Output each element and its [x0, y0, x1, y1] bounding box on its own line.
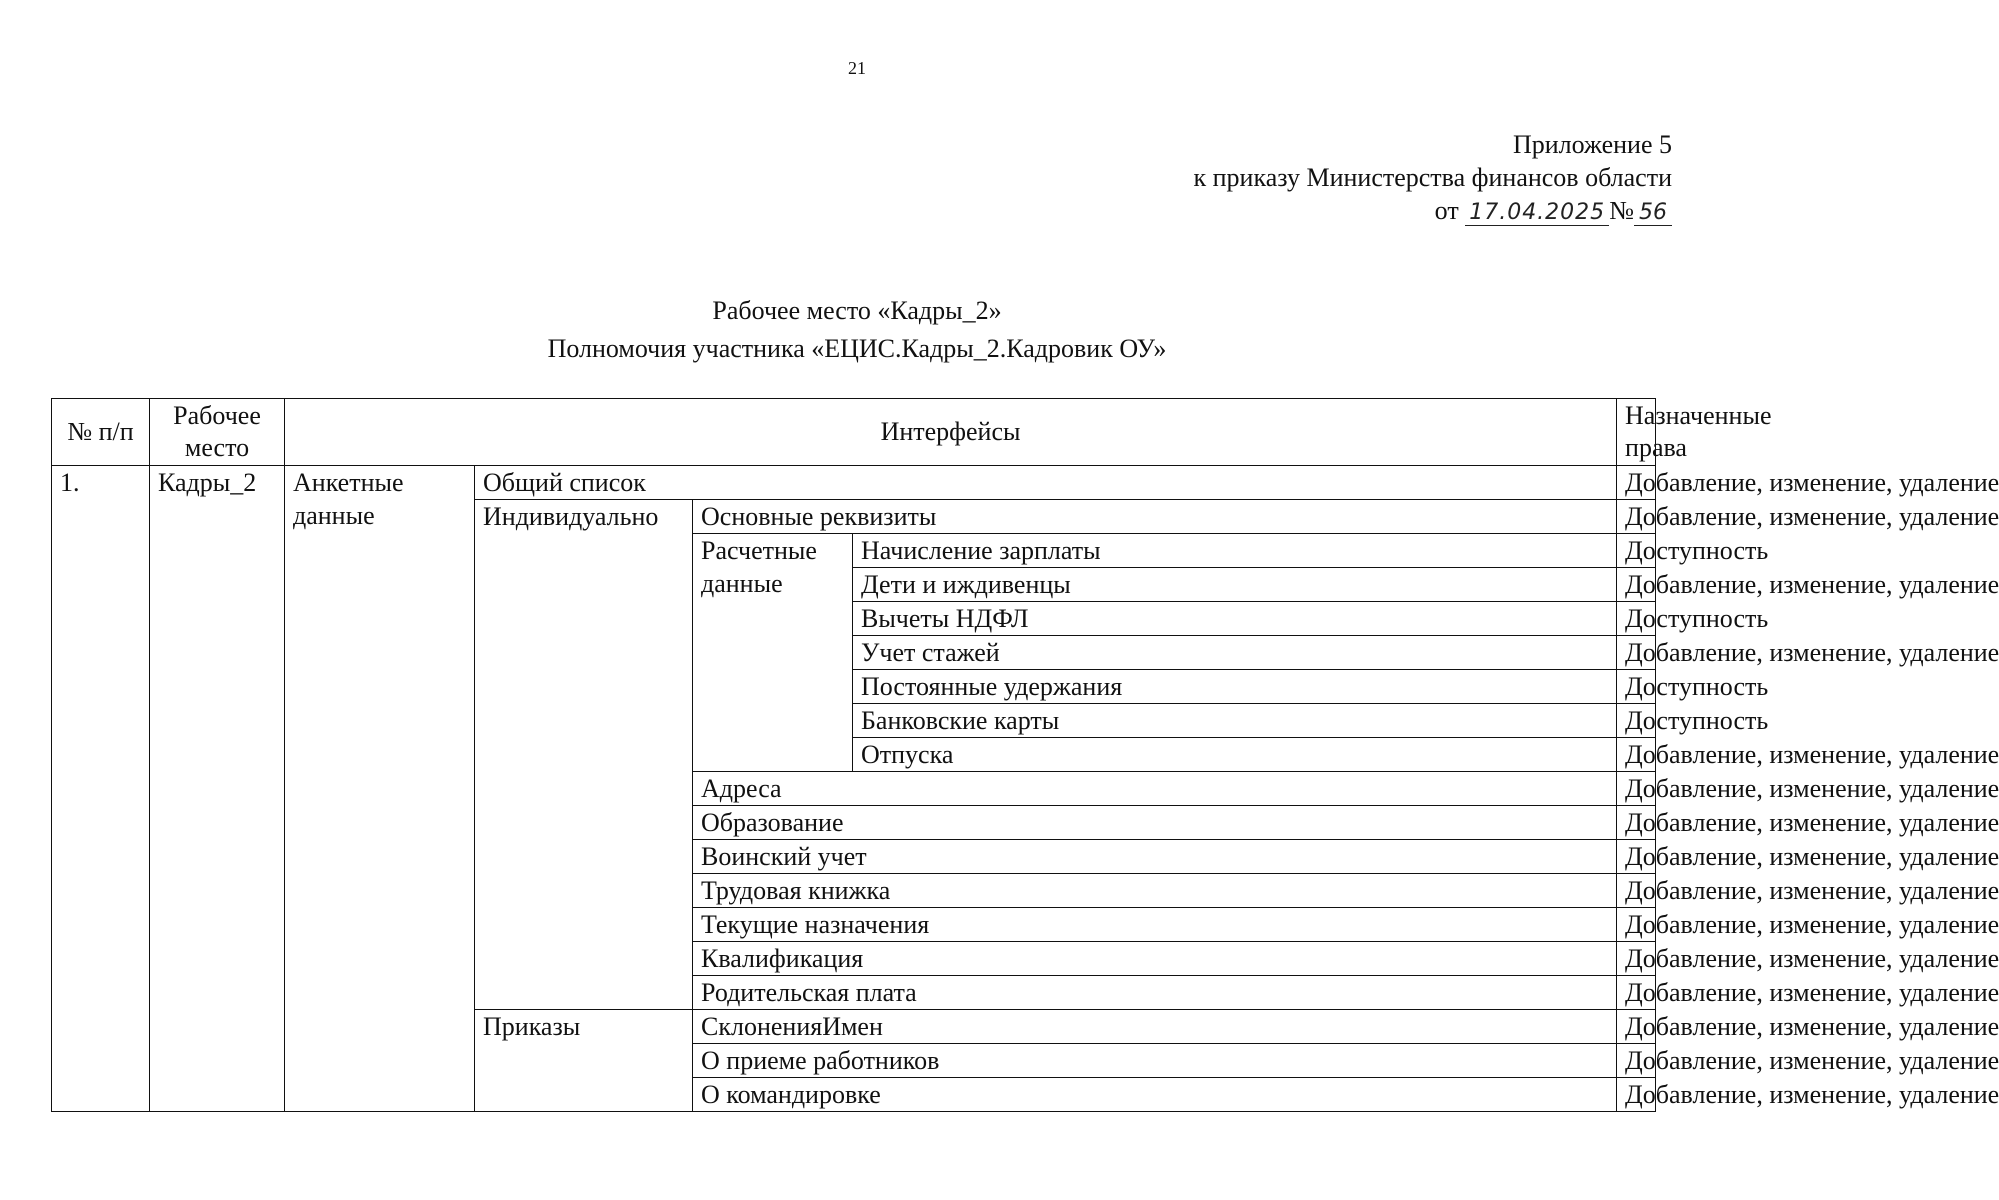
cell-right: Доступность [1617, 670, 1656, 704]
approval-block [1194, 128, 1673, 227]
cell-interface-name: Отпуска [853, 738, 1617, 772]
header-interfaces: Интерфейсы [285, 399, 1617, 466]
cell-right: Добавление, изменение, удаление [1617, 942, 1656, 976]
section-line2: данные [293, 501, 375, 530]
approval-number: 56 [1634, 201, 1672, 226]
cell-right: Добавление, изменение, удаление [1617, 738, 1656, 772]
title-workplace: Рабочее место «Кадры_2» [712, 296, 1002, 325]
cell-right: Доступность [1617, 602, 1656, 636]
document-title [0, 292, 1714, 368]
cell-interface-name: Учет стажей [853, 636, 1617, 670]
cell-right: Добавление, изменение, удаление [1617, 500, 1656, 534]
cell-interface-name: О командировке [693, 1078, 1617, 1112]
cell-right: Добавление, изменение, удаление [1617, 976, 1656, 1010]
approval-number-label: № [1609, 196, 1634, 225]
calc-line1: Расчетные [701, 536, 817, 565]
cell-right: Добавление, изменение, удаление [1617, 1078, 1656, 1112]
cell-section [285, 466, 475, 1112]
cell-right: Добавление, изменение, удаление [1617, 568, 1656, 602]
cell-orders: Приказы [475, 1010, 693, 1112]
cell-right: Добавление, изменение, удаление [1617, 1010, 1656, 1044]
cell-right: Добавление, изменение, удаление [1617, 874, 1656, 908]
header-num: № п/п [52, 399, 150, 466]
table-row [52, 466, 1656, 500]
cell-right: Добавление, изменение, удаление [1617, 772, 1656, 806]
cell-interface-name: Постоянные удержания [853, 670, 1617, 704]
header-workplace [150, 399, 285, 466]
approval-from-label: от [1434, 196, 1459, 225]
cell-right: Добавление, изменение, удаление [1617, 806, 1656, 840]
cell-interface-name: Дети и иждивенцы [853, 568, 1617, 602]
table-header-row [52, 399, 1656, 466]
cell-right: Добавление, изменение, удаление [1617, 908, 1656, 942]
calc-line2: данные [701, 569, 783, 598]
cell-individual: Индивидуально [475, 500, 693, 1010]
section-line1: Анкетные [293, 468, 404, 497]
title-authority: Полномочия участника «ЕЦИС.Кадры_2.Кадровик ОУ» [547, 334, 1167, 363]
approval-appendix: Приложение 5 [1512, 130, 1672, 159]
cell-interface-name: Трудовая книжка [693, 874, 1617, 908]
header-workplace-line1: Рабочее [173, 401, 261, 430]
rights-table [51, 398, 1999, 1112]
cell-interface-name: Банковские карты [853, 704, 1617, 738]
cell-interface-name: Начисление зарплаты [853, 534, 1617, 568]
cell-main-details: Основные реквизиты [693, 500, 1617, 534]
cell-interface-name: Текущие назначения [693, 908, 1617, 942]
cell-num: 1. [52, 466, 150, 1112]
cell-interface-name: СклоненияИмен [693, 1010, 1617, 1044]
cell-interface-name: Квалификация [693, 942, 1617, 976]
cell-calc-data [693, 534, 853, 772]
cell-interface-name: Вычеты НДФЛ [853, 602, 1617, 636]
cell-workplace: Кадры_2 [150, 466, 285, 1112]
cell-right: Добавление, изменение, удаление [1617, 1044, 1656, 1078]
cell-interface-name: О приеме работников [693, 1044, 1617, 1078]
cell-right: Доступность [1617, 534, 1656, 568]
cell-interface-name: Образование [693, 806, 1617, 840]
cell-general-list: Общий список [475, 466, 1617, 500]
cell-right: Добавление, изменение, удаление [1617, 636, 1656, 670]
approval-date-line [1194, 194, 1673, 227]
cell-right: Добавление, изменение, удаление [1617, 840, 1656, 874]
page-number: 21 [848, 58, 866, 78]
cell-interface-name: Воинский учет [693, 840, 1617, 874]
header-rights: Назначенные права [1617, 399, 1656, 466]
cell-interface-name: Родительская плата [693, 976, 1617, 1010]
approval-date: 17.04.2025 [1465, 201, 1609, 226]
cell-interface-name: Адреса [693, 772, 1617, 806]
cell-right: Добавление, изменение, удаление [1617, 466, 1656, 500]
cell-right: Доступность [1617, 704, 1656, 738]
approval-order-ref: к приказу Министерства финансов области [1193, 163, 1672, 192]
header-workplace-line2: место [184, 433, 250, 462]
